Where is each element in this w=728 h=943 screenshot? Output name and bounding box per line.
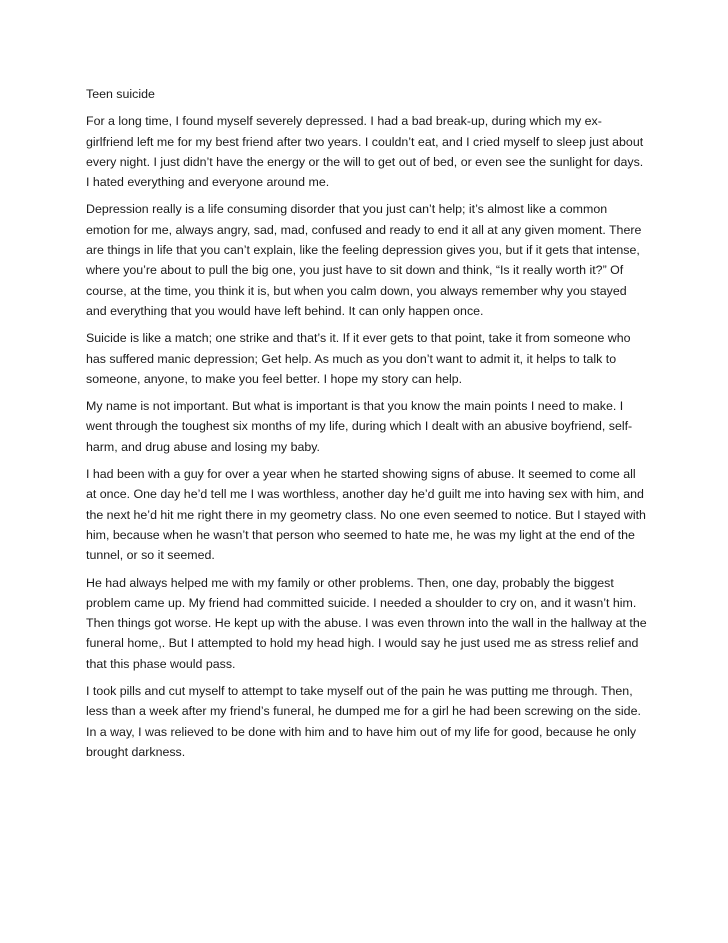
paragraph-7: I took pills and cut myself to attempt to take myself out of the pain he was putting me through. Then, less than a week after my friend’s funeral, he dumped me for a girl he had been screwing on the side. In a way, I was relieved to be done with him and to have him out of my life for good, because he only brought darkness. bbox=[86, 684, 641, 759]
paragraph-2: Depression really is a life consuming disorder that you just can’t help; it’s almost like a common emotion for me, always angry, sad, mad, confused and ready to end it all at any given moment. There are things in life that you can’t explain, like the feeling depression gives you, but if it gets that intense, where you’re about to pull the big one, you just have to sit down and think, “Is it really worth it?” Of course, at the time, you think it is, but when you calm down, you always remember why you stayed and everything that you would have left behind. It can only happen once. bbox=[86, 202, 642, 318]
paragraph-3: Suicide is like a match; one strike and that’s it. If it ever gets to that point, take it from someone who has suffered manic depression; Get help. As much as you don’t want to admit it, it helps to talk to someone, anyone, to make you feel better. I hope my story can help. bbox=[86, 331, 631, 386]
paragraph-1: For a long time, I found myself severely depressed. I had a bad break-up, during which my ex-girlfriend left me for my best friend after two years. I couldn’t eat, and I cried myself to sleep just about every night. I just didn’t have the energy or the will to get out of bed, or even see the sunlight for days. I hated everything and everyone around me. bbox=[86, 114, 644, 190]
paragraph-6: He had always helped me with my family or other problems. Then, one day, probably the biggest problem came up. My friend had committed suicide. I needed a shoulder to cry on, and it wasn’t him. Then things got worse. He kept up with the abuse. I was even thrown into the wall in the hallway at the funeral home,. But I attempted to hold my head high. I would say he just used me as stress relief and that this phase would pass. bbox=[86, 575, 647, 671]
paragraph-4: My name is not important. But what is important is that you know the main points I need to make. I went through the toughest six months of my life, during which I dealt with an abusive boyfriend, self-harm, and drug abuse and losing my baby. bbox=[86, 399, 633, 454]
paragraph-5: I had been with a guy for over a year when he started showing signs of abuse. It seemed to come all at once. One day he’d tell me I was worthless, another day he’d guilt me into having sex with him, and the next he’d hit me right there in my geometry class. No one even seemed to notice. But I stayed with him, because when he wasn’t that person who seemed to hate me, he was my light at the end of the tunnel, or so it seemed. bbox=[86, 467, 646, 563]
document-title: Teen suicide bbox=[86, 87, 155, 101]
document-page bbox=[86, 84, 648, 769]
